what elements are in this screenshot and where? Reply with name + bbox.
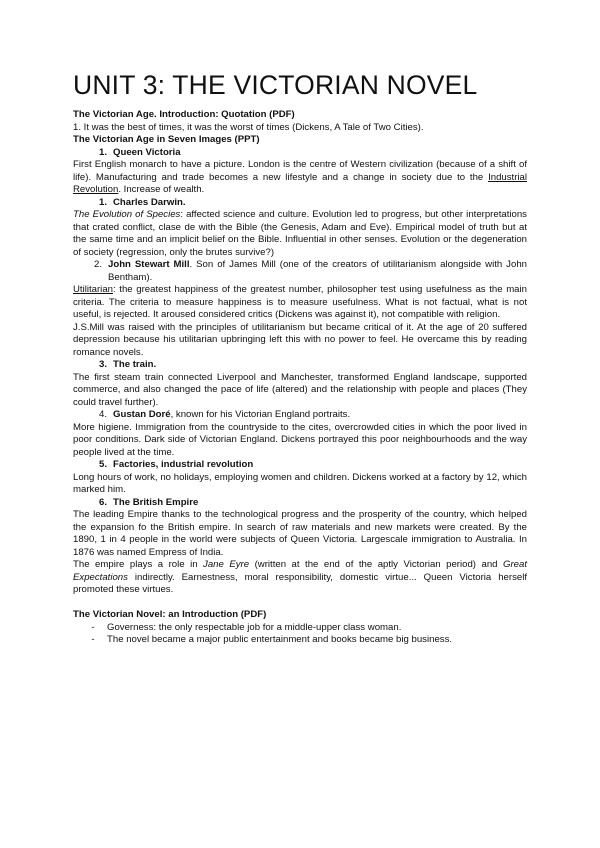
section-heading-queen-victoria: 1. Queen Victoria (98, 146, 181, 158)
section-text-utilitarian: Utilitarian: the greatest happiness of the greatest number, philosopher test using usefulness as the main criteria. The criteria to measure happiness is to measure usefulness. What is not factual, what is not useful, is rejected. It aroused considered critics (Dickens was against it), not compatible with religion. (73, 284, 527, 320)
novel-heading: The Victorian Novel: an Introduction (PDF) (73, 609, 267, 620)
section-heading-empire: 6. The British Empire (98, 496, 199, 508)
section-heading-factories: 5. Factories, industrial revolution (98, 459, 254, 470)
section-heading-darwin: 1. Charles Darwin. (98, 196, 186, 208)
section-text-darwin: The Evolution of Species: affected science and culture. Evolution led to progress, but other interpretations that crated conflict, clase de with the Bible (the Genesis, Adam and Eve). Empirical model of truth but at the same time and an implicit belief on the Bible. Influential in other senses. Evolution or the degeneration of society (regression, only the brutes survive?) (73, 209, 527, 258)
industrial-revolution-link: Industrial Revolution (73, 171, 527, 195)
seven-images-heading: The Victorian Age in Seven Images (PPT) (73, 134, 260, 145)
section-text-queen-victoria: First English monarch to have a picture. London is the centre of Western civilization (because of a shift of life). Manufacturing and trade becomes a new lifestyle and a change in society due to the Industrial Revolution. Increase of wealth. (73, 159, 527, 195)
list-item: - The novel became a major public entertainment and books became big business. (91, 634, 453, 645)
document-page (73, 70, 527, 647)
section-text-empire-novels: The empire plays a role in Jane Eyre (written at the end of the aptly Victorian period) and Great Expectations indirectly. Earnestness, moral responsibility, domestic virtue... Queen Victoria herself promoted these virtues. (73, 559, 527, 595)
section-text-dore: More higiene. Immigration from the countryside to the cites, overcrowded cities in which the poor lived in poor conditions. Dark side of Victorian England. Dickens portrayed this poor neighbourhoods and the way people lived at the time. (73, 421, 527, 458)
section-heading-mill: 2. John Stewart Mill. Son of James Mill (one of the creators of utilitarianism alongside with John Bentham). (93, 259, 527, 283)
list-item: - Governess: the only respectable job for a middle-upper class woman. (91, 621, 402, 633)
section-heading-dore: 4. Gustan Doré, known for his Victorian England portraits. (98, 409, 351, 420)
section-text-empire: The leading Empire thanks to the technological progress and the prosperity of the country, which helped the expansion fo the British empire. In search of raw materials and new markets were created. By the 1890, 1 in 4 people in the world were subjects of Queen Victoria. Largescale immigration to Australia. In 1876 was named Empress of India. (73, 509, 527, 558)
section-text-train: The first steam train connected Liverpool and Manchester, transformed England landscape, supported commerce, and also changed the pace of life (altered) and the relationship with people and places (They could travel further). (73, 371, 527, 408)
intro-quotation: 1. It was the best of times, it was the worst of times (Dickens, A Tale of Two Cities). (73, 121, 424, 133)
page-title: UNIT 3: THE VICTORIAN NOVEL (73, 70, 478, 100)
intro-heading: The Victorian Age. Introduction: Quotation (PDF) (73, 109, 295, 120)
section-text-mill: J.S.Mill was raised with the principles of utilitarianism but became critical of it. At the age of 20 suffered depression because his utilitarian upbringing left this with no power to feel. He overcame this by reading romance novels. (73, 321, 527, 358)
section-text-factories: Long hours of work, no holidays, employing women and children. Dickens worked at a factory by 12, which marked him. (73, 471, 527, 495)
section-heading-train: 3. The train. (98, 359, 157, 370)
